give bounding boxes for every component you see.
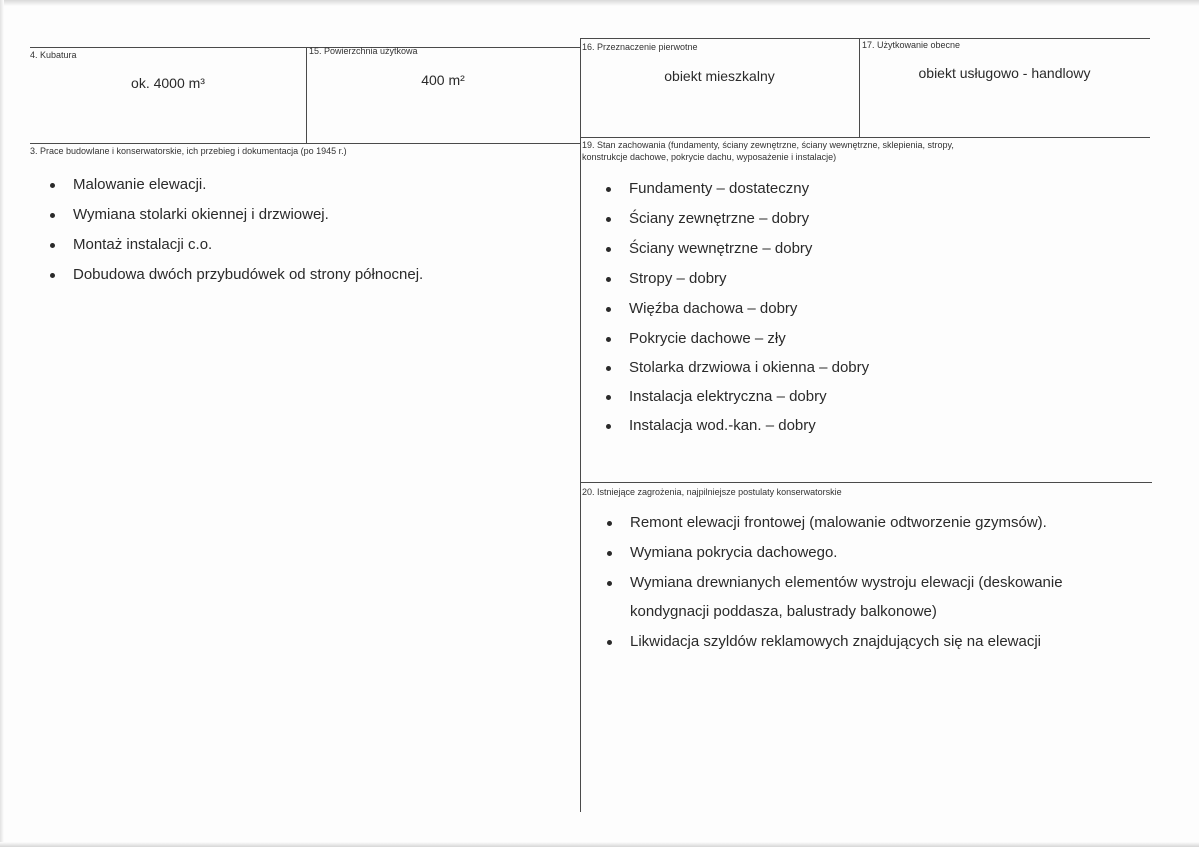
- list-item: Montaż instalacji c.o.: [47, 234, 567, 264]
- kubatura-label: 4. Kubatura: [30, 50, 77, 60]
- zagrozenia-list: [604, 512, 1149, 661]
- list-item: Więźba dachowa – dobry: [603, 298, 1143, 328]
- row-2-border-right: [580, 137, 1150, 138]
- divider-16-17: [859, 38, 860, 138]
- list-item: [604, 572, 1149, 631]
- list-item: Stolarka drzwiowa i okienna – dobry: [603, 357, 1143, 386]
- uzytkowanie-label: 17. Użytkowanie obecne: [862, 40, 961, 50]
- list-item: Pokrycie dachowe – zły: [603, 328, 1143, 357]
- prace-list: [47, 174, 567, 294]
- row-2-border-left: [30, 143, 580, 144]
- list-item: Malowanie elewacji.: [47, 174, 567, 204]
- powierzchnia-value: 400 m²: [421, 72, 465, 88]
- list-item: Ściany wewnętrzne – dobry: [603, 238, 1143, 268]
- scan-shadow-left: [0, 0, 4, 847]
- list-item-continuation: kondygnacji poddasza, balustrady balkonowe): [630, 603, 937, 620]
- przeznaczenie-value: obiekt mieszkalny: [664, 68, 775, 84]
- list-item: Dobudowa dwóch przybudówek od strony północnej.: [47, 264, 567, 294]
- section-20-border: [580, 482, 1152, 483]
- list-item: Instalacja wod.-kan. – dobry: [603, 415, 1143, 444]
- divider-14-15: [306, 47, 307, 143]
- prace-label: 3. Prace budowlane i konserwatorskie, ich przebieg i dokumentacja (po 1945 r.): [30, 146, 347, 156]
- przeznaczenie-label: 16. Przeznaczenie pierwotne: [582, 42, 698, 52]
- list-item: Ściany zewnętrzne – dobry: [603, 208, 1143, 238]
- list-item: Stropy – dobry: [603, 268, 1143, 298]
- zagrozenia-label: 20. Istniejące zagrożenia, najpilniejsze postulaty konserwatorskie: [582, 487, 842, 497]
- list-item: Instalacja elektryczna – dobry: [603, 386, 1143, 415]
- kubatura-value: ok. 4000 m³: [131, 75, 205, 91]
- list-item: Wymiana stolarki okiennej i drzwiowej.: [47, 204, 567, 234]
- stan-list: [603, 178, 1143, 444]
- top-row-border: [30, 47, 580, 48]
- powierzchnia-label: 15. Powierzchnia użytkowa: [309, 46, 418, 56]
- stan-label-line1: 19. Stan zachowania (fundamenty, ściany zewnętrzne, ściany wewnętrzne, sklepienia, stropy,: [582, 140, 954, 150]
- scan-shadow-top: [0, 0, 1199, 6]
- list-item: Fundamenty – dostateczny: [603, 178, 1143, 208]
- top-row-border-right: [580, 38, 1150, 39]
- list-item: Likwidacja szyldów reklamowych znajdujących się na elewacji: [604, 631, 1149, 661]
- uzytkowanie-value: obiekt usługowo - handlowy: [918, 65, 1091, 81]
- list-item: Remont elewacji frontowej (malowanie odtworzenie gzymsów).: [604, 512, 1149, 542]
- list-item: Wymiana pokrycia dachowego.: [604, 542, 1149, 572]
- stan-label-line2: konstrukcje dachowe, pokrycie dachu, wyposażenie i instalacje): [582, 152, 837, 162]
- list-item-text: Wymiana drewnianych elementów wystroju elewacji (deskowanie: [630, 574, 1063, 591]
- divider-15-16: [580, 38, 581, 812]
- scan-shadow-bottom: [0, 842, 1199, 847]
